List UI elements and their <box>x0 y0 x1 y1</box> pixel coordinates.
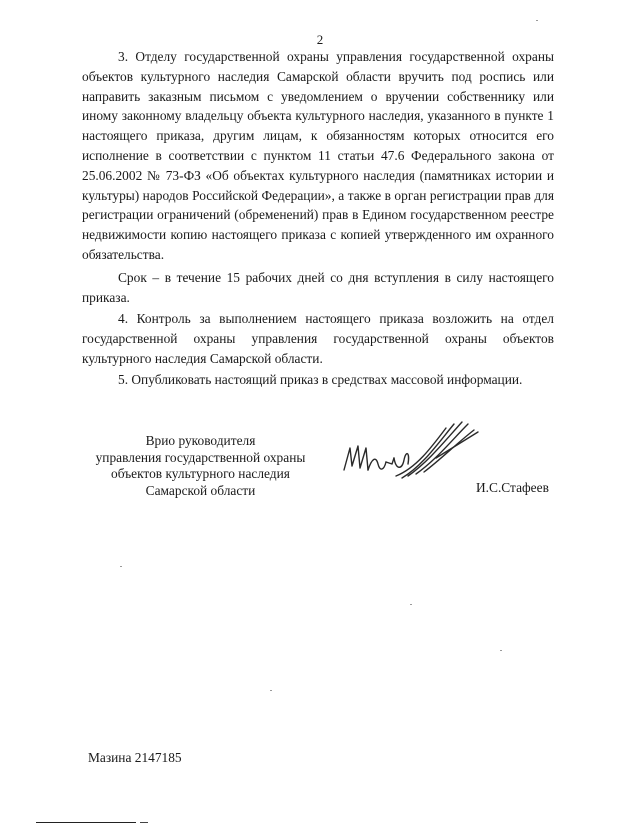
paragraph-item-3-text: 3. Отделу государственной охраны управления государственной охраны объектов культурного наследия Самарской области вручить под роспись или направить заказным письмом с уведомлением о вручении собственнику или иному законному владельцу объекта культурного наследия, указанного в пункте 1 настоящего приказа, другим лицам, к обязанностям которых относится его исполнение в соответствии с пунктом 11 статьи 47.6 Федерального закона от 25.06.2002 № 73-ФЗ «Об объектах культурного наследия (памятниках истории и культуры) народов Российской Федерации», а также в орган регистрации прав для регистрации ограничений (обременений) прав в Едином государственном реестре недвижимости копию настоящего приказа с копией утвержденного им охранного обязательства. <box>82 49 554 262</box>
footer-rule-dash <box>140 822 148 823</box>
paragraph-item-5-text: 5. Опубликовать настоящий приказ в средствах массовой информации. <box>118 372 523 387</box>
page-number: 2 <box>316 32 324 47</box>
paragraph-item-5 <box>82 370 554 390</box>
paragraph-deadline-text: Срок – в течение 15 рабочих дней со дня вступления в силу настоящего приказа. <box>82 270 554 305</box>
signatory-position-line: Врио руководителя <box>145 433 256 448</box>
paragraph-deadline <box>82 268 554 308</box>
paragraph-item-4-text: 4. Контроль за выполнением настоящего приказа возложить на отдел государственной охраны управления государственной охраны объектов культурного наследия Самарской области. <box>82 311 554 366</box>
scan-speck <box>500 650 502 651</box>
signatory-position-line: управления государственной охраны <box>95 449 306 465</box>
handwritten-signature <box>336 418 486 488</box>
scan-speck <box>270 690 272 691</box>
paragraph-item-3 <box>82 47 554 265</box>
executor-contact: Мазина 2147185 <box>88 750 182 765</box>
signatory-position-line: Самарской области <box>145 482 256 498</box>
scan-speck <box>536 20 538 21</box>
signatory-position <box>88 433 313 499</box>
scan-speck <box>120 566 122 567</box>
scan-speck <box>410 604 412 605</box>
footer-rule <box>36 822 136 823</box>
signer-name: И.С.Стафеев <box>476 480 549 495</box>
paragraph-item-4 <box>82 309 554 368</box>
signatory-position-line: объектов культурного наследия <box>111 466 290 481</box>
